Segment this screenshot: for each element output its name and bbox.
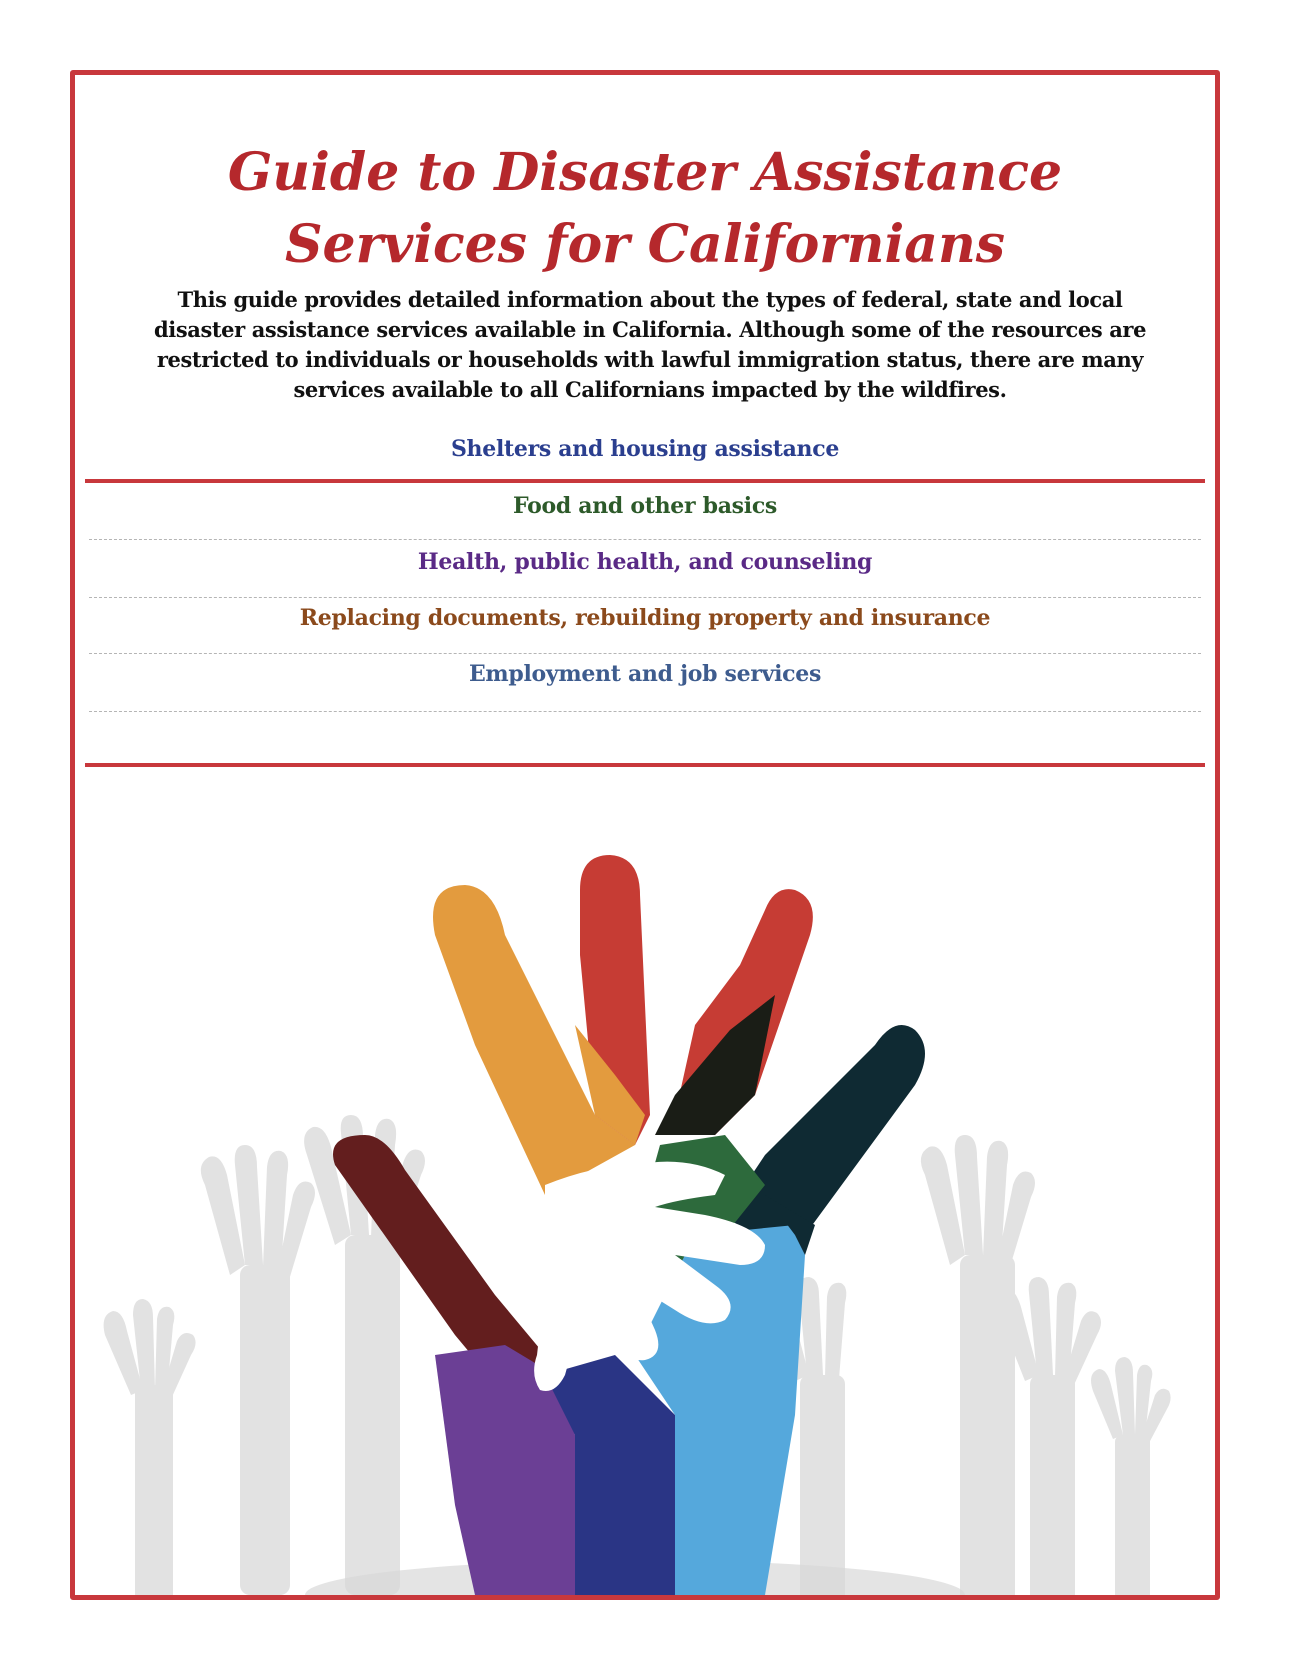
divider-red-top	[85, 479, 1205, 483]
divider-red-bottom	[85, 763, 1205, 767]
divider-dashed	[89, 653, 1201, 654]
raised-hands-illustration	[75, 815, 1215, 1595]
link-health-counseling[interactable]: Health, public health, and counseling	[417, 549, 873, 575]
divider-dashed	[89, 711, 1201, 712]
page-frame	[70, 70, 1220, 1600]
link-employment-jobs[interactable]: Employment and job services	[468, 661, 822, 687]
title-line-2: Services for Californians	[284, 214, 1006, 275]
link-shelters-housing[interactable]: Shelters and housing assistance	[450, 436, 840, 462]
divider-dashed	[89, 597, 1201, 598]
divider-dashed	[89, 539, 1201, 540]
link-food-basics[interactable]: Food and other basics	[512, 493, 778, 519]
page-title	[75, 137, 1215, 281]
link-documents-property-insurance[interactable]: Replacing documents, rebuilding property and insurance	[299, 605, 991, 631]
intro-paragraph: This guide provides detailed information about the types of federal, state and local disaster assistance services available in California. Although some of the resources are restricted to individuals or households with lawful immigration status, there are many services available to all Californians impacted by the wildfires.	[153, 287, 1147, 402]
title-line-1: Guide to Disaster Assistance	[227, 142, 1063, 203]
